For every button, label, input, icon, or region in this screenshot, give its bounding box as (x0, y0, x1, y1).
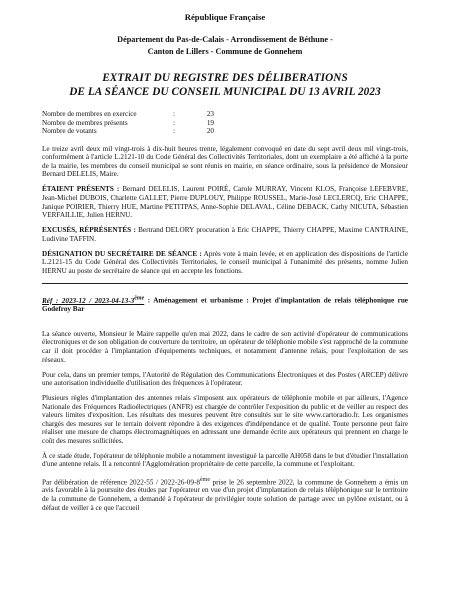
title-line-2: DE LA SÉANCE DU CONSEIL MUNICIPAL DU 13 AVRIL 2023 (69, 86, 381, 98)
count-label: Nombre de membres en exercice (42, 110, 137, 118)
reference-label: Réf : 2023-12 / 2023-04-13-3 (42, 296, 135, 305)
excuses-text: Bertrand DELORY procuration à Eric CHAPPE, Thierry CHAPPE, Maxime CANTRAINE, Ludivine TAFFIN. (42, 226, 408, 243)
reference-number (42, 297, 144, 305)
reference-superscript: ème (134, 295, 145, 302)
count-row (42, 119, 214, 128)
count-row (42, 127, 214, 136)
last-paragraph-start: Par délibération de référence 2022-55 / 2022-26-09-8 (42, 477, 200, 486)
last-paragraph (42, 476, 408, 513)
body-paragraph: À ce stade étude, l'opérateur de téléphonie mobile a notamment investigué la parcelle AH058 dans le but d'étudier l'installation d'une antenne relais. Il a rencontré l'Agglomération propriétaire de cette parcelle, la commune et l'exploitant. (42, 451, 408, 469)
secretary-paragraph (42, 250, 408, 276)
intro-paragraph: Le treize avril deux mil vingt-trois à dix-huit heures trente, légalement convoqué en date du sept avril deux mil vingt-trois, conformément à l'article L.2121-10 du Code Général des Collectivités Territoriales, dont un exemplaire a été affiché à la porte de la mairie, les membres du conseil municipal se sont réunis en mairie, en séance ordinaire, sous la présidence de Monsieur Bernard DELELIS, Maire. (42, 144, 408, 179)
excuses-paragraph (42, 226, 408, 243)
section-divider (42, 283, 408, 284)
presents-text: Bernard DELELIS, Laurent POIRÉ, Carole MURRAY, Vincent KLOS, Françoise LEFEBVRE, Jean-Michel DUBOIS, Charlette GALLET, Pierre DUPLOUY, Philippe ROUSSEL, Marie-José LECLERCQ, Eric CHAPPE, Janique POIRIER, Thierry HUE, Martine PETITPAS, Anne-Sophie DELAVAL, Céline DEBACK, Cathy NICUTA, Sébastien VERFAILLIE, Julien HERNU. (42, 185, 408, 220)
count-value: 20 (206, 127, 214, 136)
secretary-text: Après vote à main levée, et en application des dispositions de l'article L.2121-15 du Code Général des Collectivités Territoriales, le conseil municipal à l'unanimité des présents, nomme Julien HERNU au poste de secrétaire de séance qui en accepte les fonctions. (42, 249, 408, 275)
count-label: Nombre de membres présents (42, 118, 128, 127)
members-count-table (42, 110, 214, 136)
count-label: Nombre de votants (42, 127, 97, 136)
department-line-2: Canton de Lillers - Commune de Gonnehem (147, 46, 303, 56)
last-paragraph-rest: prise le 26 septembre 2022, la commune de Gonnehem a émis un avis favorable à la poursuite des études par l'opérateur en vue d'un projet d'implantation de relais téléphonique sur le territoire de la commune de Gonnehem, a demandé à l'opérateur de privilégier toute solution de partage avec un pylône existant, ou à défaut de veiller à ce que l'accueil (42, 477, 408, 512)
document-title (42, 71, 408, 99)
body-paragraph: Pour cela, dans un premier temps, l'Autorité de Régulation des Communications Électroniques et des Postes (ARCEP) délivre une autorisation individuelle d'utilisation des fréquences à l'opérateur. (42, 370, 408, 388)
reference-subject: : Aménagement et urbanisme : Projet d'implantation de relais téléphonique rue Godefroy Bar (42, 296, 409, 314)
count-value: 23 (206, 110, 214, 118)
count-colon: : (173, 127, 175, 136)
count-colon: : (173, 118, 175, 127)
republic-heading: République Française (184, 12, 266, 22)
count-row (42, 110, 214, 119)
department-line-1: Département du Pas-de-Calais - Arrondissement de Béthune - (117, 35, 333, 44)
department-heading (42, 34, 408, 57)
deliberation-reference (42, 294, 408, 313)
count-value: 19 (206, 118, 214, 127)
body-paragraph: Plusieurs règles d'implantation des antennes relais s'imposent aux opérateurs de téléphonie mobile et par ailleurs, l'Agence Nationale des Fréquences Radioélectriques (ANFR) est chargée de contrôler l'exposition du public et de veiller au respect des valeurs limites d'exposition. Les résultats des mesures peuvent être consultés sur le site www.cartoradio.fr. Les organismes chargés des mesures sur le terrain doivent répondre à des exigences d'indépendance et de qualité. Toute personne peut faire réaliser une mesure de champs électromagnétiques en adressant une demande écrite aux opérateurs qui prennent en charge le coût des mesures sollicitées. (42, 394, 408, 445)
excuses-label: EXCUSÉS, RÉPRÉSENTÉS : (42, 226, 136, 235)
presents-paragraph (42, 185, 408, 219)
last-paragraph-superscript: ème (199, 476, 210, 483)
presents-label: ÉTAIENT PRÉSENTS : (42, 185, 120, 194)
body-paragraph: La séance ouverte, Monsieur le Maire rappelle qu'en mai 2022, dans le cadre de son activité d'opérateur de communications électroniques et de son obligation de couverture du territoire, un opérateur de téléphonie mobile s'est rapproché de la commune car il doit procéder à l'implantation d'équipements techniques, et notamment d'antenne relais, pour l'exploitation de ses réseaux. (42, 329, 408, 364)
count-colon: : (173, 110, 175, 118)
title-line-1: EXTRAIT DU REGISTRE DES DÉLIBERATIONS (102, 72, 348, 84)
secretary-label: DÉSIGNATION DU SECRÉTAIRE DE SÉANCE : (42, 249, 202, 258)
